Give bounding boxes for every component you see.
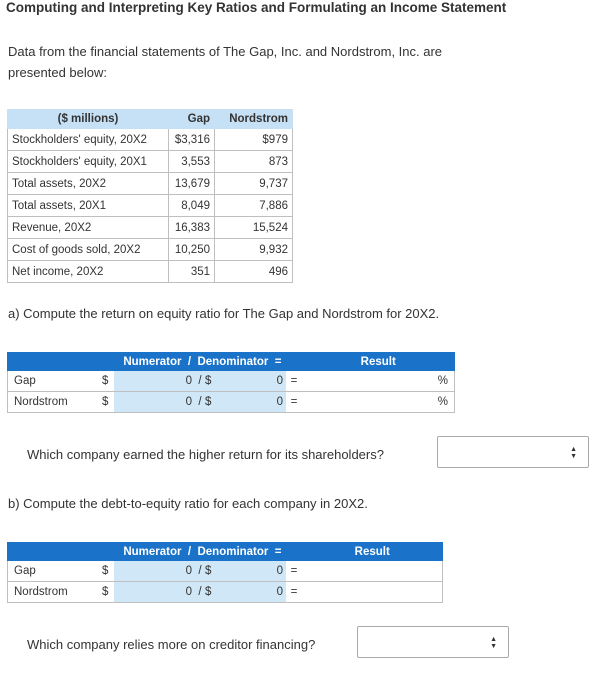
row-label: Total assets, 20X1 <box>8 195 169 217</box>
part-b-follow-up: Which company relies more on creditor financing? <box>27 637 316 652</box>
table-row <box>8 239 293 261</box>
nordstrom-value: 7,886 <box>215 195 293 217</box>
table-row <box>8 392 455 413</box>
gap-de-denominator-input[interactable] <box>205 561 286 582</box>
part-a-follow-up: Which company earned the higher return for its shareholders? <box>27 447 384 462</box>
denominator-value: 0 <box>276 396 283 408</box>
equals-sign: = <box>286 392 302 413</box>
equals-sign: = <box>286 561 302 582</box>
intro-text: Data from the financial statements of The Gap, Inc. and Nordstrom, Inc. are presented below: <box>8 44 443 80</box>
up-down-chevron-icon <box>490 636 497 650</box>
currency-sign: $ <box>205 396 212 408</box>
nordstrom-value: 873 <box>215 151 293 173</box>
equals-sign: = <box>286 371 302 392</box>
table-row <box>8 261 293 283</box>
col-header-gap: Gap <box>169 110 215 129</box>
gap-value: 10,250 <box>169 239 215 261</box>
currency-sign: $ <box>102 371 114 392</box>
division-slash: / <box>195 392 205 413</box>
division-slash: / <box>195 582 205 603</box>
nordstrom-de-denominator-input[interactable] <box>205 582 286 603</box>
nordstrom-de-result[interactable] <box>302 582 443 603</box>
chevron-down-icon: ▼ <box>570 453 577 460</box>
gap-de-numerator-input[interactable]: 0 <box>114 561 195 582</box>
ratio-header-row <box>8 353 455 371</box>
nordstrom-value: 9,737 <box>215 173 293 195</box>
division-slash: / <box>195 561 205 582</box>
company-label: Gap <box>8 371 103 392</box>
division-slash: / <box>195 371 205 392</box>
gap-de-result[interactable] <box>302 561 443 582</box>
table-row <box>8 195 293 217</box>
nordstrom-value: 9,932 <box>215 239 293 261</box>
company-label: Gap <box>8 561 103 582</box>
ratio-header-row <box>8 543 443 561</box>
table-row <box>8 173 293 195</box>
company-label: Nordstrom <box>8 582 103 603</box>
result-header: Result <box>302 353 455 371</box>
percent-suffix: % <box>437 375 448 387</box>
up-down-chevron-icon <box>570 446 577 460</box>
nordstrom-roe-result[interactable] <box>302 392 455 413</box>
nordstrom-value: 15,524 <box>215 217 293 239</box>
chevron-up-icon: ▲ <box>570 446 577 453</box>
nordstrom-value: $979 <box>215 129 293 151</box>
table-row <box>8 371 455 392</box>
nordstrom-roe-numerator-input[interactable]: 0 <box>114 392 195 413</box>
row-label: Total assets, 20X2 <box>8 173 169 195</box>
row-label: Net income, 20X2 <box>8 261 169 283</box>
part-a-question: a) Compute the return on equity ratio for The Gap and Nordstrom for 20X2. <box>8 306 440 321</box>
row-label: Stockholders' equity, 20X1 <box>8 151 169 173</box>
company-label: Nordstrom <box>8 392 103 413</box>
currency-sign: $ <box>102 561 114 582</box>
col-header-millions: ($ millions) <box>8 110 169 129</box>
formula-header: Numerator / Denominator = <box>8 353 303 371</box>
nordstrom-value: 496 <box>215 261 293 283</box>
currency-sign: $ <box>205 586 212 598</box>
chevron-down-icon: ▼ <box>490 643 497 650</box>
nordstrom-roe-denominator-input[interactable] <box>205 392 286 413</box>
row-label: Stockholders' equity, 20X2 <box>8 129 169 151</box>
gap-value: $3,316 <box>169 129 215 151</box>
currency-sign: $ <box>205 565 212 577</box>
table-row <box>8 217 293 239</box>
gap-value: 3,553 <box>169 151 215 173</box>
denominator-value: 0 <box>276 565 283 577</box>
currency-sign: $ <box>102 392 114 413</box>
result-header: Result <box>302 543 443 561</box>
gap-roe-numerator-input[interactable]: 0 <box>114 371 195 392</box>
percent-suffix: % <box>437 396 448 408</box>
chevron-up-icon: ▲ <box>490 636 497 643</box>
table-header-row <box>8 110 293 129</box>
equals-sign: = <box>286 582 302 603</box>
gap-value: 16,383 <box>169 217 215 239</box>
debt-equity-ratio-table <box>7 542 443 603</box>
gap-value: 351 <box>169 261 215 283</box>
table-row <box>8 561 443 582</box>
col-header-nordstrom: Nordstrom <box>215 110 293 129</box>
page-title: Computing and Interpreting Key Ratios and Formulating an Income Statement <box>6 0 507 15</box>
part-b-question: b) Compute the debt-to-equity ratio for each company in 20X2. <box>8 496 368 511</box>
gap-roe-denominator-input[interactable] <box>205 371 286 392</box>
higher-return-select[interactable] <box>437 436 589 468</box>
currency-sign: $ <box>102 582 114 603</box>
roe-ratio-table <box>7 352 455 413</box>
gap-roe-result[interactable] <box>302 371 455 392</box>
creditor-financing-select[interactable] <box>357 626 509 658</box>
currency-sign: $ <box>205 375 212 387</box>
table-row <box>8 129 293 151</box>
financial-data-table <box>7 109 293 283</box>
row-label: Cost of goods sold, 20X2 <box>8 239 169 261</box>
table-row <box>8 151 293 173</box>
formula-header: Numerator / Denominator = <box>8 543 303 561</box>
table-row <box>8 582 443 603</box>
denominator-value: 0 <box>276 586 283 598</box>
gap-value: 13,679 <box>169 173 215 195</box>
denominator-value: 0 <box>276 375 283 387</box>
nordstrom-de-numerator-input[interactable]: 0 <box>114 582 195 603</box>
gap-value: 8,049 <box>169 195 215 217</box>
row-label: Revenue, 20X2 <box>8 217 169 239</box>
